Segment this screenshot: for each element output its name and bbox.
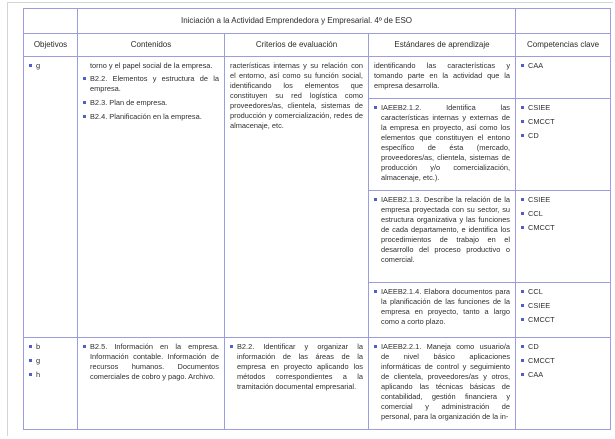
estandar-text: IAEEB2.1.3. Describe la relación de la empresa proyectada con su sector, su estructura organizativa y las funciones de cada departamento, e identifica los procedimientos de trabajo en el desarrollo del proceso productivo o comercial.	[381, 195, 511, 264]
competencias-cell	[516, 191, 611, 283]
column-header-objetivos: Objetivos	[24, 34, 78, 57]
competencia-label: CCL	[528, 209, 543, 218]
criterios-cell	[225, 338, 369, 430]
competencia-label: CMCCT	[528, 356, 555, 365]
objetivo-letter: b	[36, 342, 41, 351]
contenido-item: B2.2. Elementos y estructura de la empresa.	[90, 74, 219, 93]
criterio-continuation: racterísticas internas y su relación con el entorno, así como su función social, identificando los elementos que constituyen su red logística como proveedores/as, clientela, sistemas de producción y comercialización, redes de almacenaje, etc.	[230, 61, 363, 130]
bullet-icon	[521, 106, 524, 109]
bullet-icon	[83, 115, 86, 118]
estandar-text: IAEEB2.1.4. Elabora documentos para la planificación de las funciones de la empresa en proyecto, tanto a largo como a corto plazo.	[381, 287, 511, 326]
bullet-icon	[230, 345, 233, 348]
list-item	[521, 223, 605, 233]
bullet-icon	[521, 318, 524, 321]
list-item	[521, 301, 605, 311]
list-item	[521, 209, 605, 219]
list-item	[521, 117, 605, 127]
list-item	[521, 103, 605, 113]
bullet-icon	[374, 198, 377, 201]
list-item	[83, 342, 219, 382]
objetivo-letter: g	[36, 356, 41, 365]
list-item	[521, 287, 605, 297]
column-header-competencias: Competencias clave	[516, 34, 611, 57]
competencia-label: CSIEE	[528, 301, 551, 310]
competencia-label: CMCCT	[528, 117, 555, 126]
bullet-icon	[374, 290, 377, 293]
list-item	[29, 61, 72, 71]
competencia-label: CCL	[528, 287, 543, 296]
list-item	[374, 287, 510, 327]
competencias-cell	[516, 338, 611, 430]
column-header-row	[24, 34, 611, 57]
competencia-label: CMCCT	[528, 315, 555, 324]
bullet-icon	[521, 212, 524, 215]
bullet-icon	[521, 64, 524, 67]
competencias-cell	[516, 283, 611, 338]
estandar-text: IAEEB2.1.2. Identifica las características internas y externas de la empresa en proyecto, así como los elementos que constituyen el entono específico de ésta (mercado, proveedores/as, clientela, sistemas de producción y/o comercialización, almacenaje, etc.).	[381, 103, 511, 182]
estandares-cell	[369, 99, 516, 191]
body-row-2	[24, 338, 611, 430]
list-item	[521, 61, 605, 71]
bullet-icon	[521, 345, 524, 348]
list-item	[521, 195, 605, 205]
bullet-icon	[374, 345, 377, 348]
competencia-label: CSIEE	[528, 195, 551, 204]
bullet-icon	[374, 106, 377, 109]
table-title: Iniciación a la Actividad Emprendedora y Empresarial. 4º de ESO	[78, 9, 516, 34]
competencias-cell	[516, 99, 611, 191]
contenido-continuation: torno y el papel social de la empresa.	[90, 61, 213, 70]
list-item	[374, 342, 510, 422]
contenido-item: B2.5. Información en la empresa. Información contable. Información de recursos humanos. Documentos comerciales de cobro y pago. Archivo.	[90, 342, 219, 381]
estandar-continuation: identificando las características y tomando parte en la actividad que la empresa desarrolla.	[374, 61, 511, 90]
estandares-cell	[369, 191, 516, 283]
list-item	[374, 103, 510, 183]
bullet-icon	[521, 373, 524, 376]
bullet-icon	[29, 359, 32, 362]
bullet-icon	[29, 64, 32, 67]
bullet-icon	[29, 345, 32, 348]
contenidos-cell	[78, 338, 225, 430]
page-edge-left-line	[7, 2, 8, 436]
list-item	[83, 112, 219, 122]
bullet-icon	[521, 290, 524, 293]
bullet-icon	[521, 226, 524, 229]
list-item	[521, 356, 605, 366]
objetivos-cell	[24, 338, 78, 430]
bullet-icon	[29, 373, 32, 376]
column-header-estandares: Estándares de aprendizaje	[369, 34, 516, 57]
list-item	[521, 315, 605, 325]
objetivo-letter: h	[36, 370, 41, 379]
competencia-label: CAA	[528, 370, 544, 379]
list-item	[83, 74, 219, 94]
criterio-item: B2.2. Identificar y organizar la información de las áreas de la empresa en proyecto aplicando los métodos correspondientes a la tramitación documental empresarial.	[237, 342, 363, 391]
bullet-icon	[521, 134, 524, 137]
bullet-icon	[521, 198, 524, 201]
list-item	[374, 195, 510, 265]
column-header-contenidos: Contenidos	[78, 34, 225, 57]
competencia-label: CSIEE	[528, 103, 551, 112]
list-item	[521, 131, 605, 141]
list-item	[83, 98, 219, 108]
competencia-label: CD	[528, 131, 539, 140]
criterios-cell	[225, 57, 369, 338]
competencia-label: CAA	[528, 61, 544, 70]
competencias-cell	[516, 57, 611, 99]
list-item	[29, 342, 72, 352]
empty-corner-cell-left	[24, 9, 78, 34]
bullet-icon	[521, 120, 524, 123]
column-header-criterios: Criterios de evaluación	[225, 34, 369, 57]
bullet-icon	[521, 304, 524, 307]
bullet-icon	[521, 359, 524, 362]
contenidos-cell	[78, 57, 225, 338]
estandar-text: IAEEB2.2.1. Maneja como usuario/a de nivel básico aplicaciones informáticas de control y seguimiento de clientela, proveedores/as y otros, aplicando las técnicas básicas de contabilidad, gestión financiera y comercial y administración de personal, para la organización de la in-	[381, 342, 511, 421]
body-row-1-sub-1	[24, 57, 611, 99]
objetivos-cell	[24, 57, 78, 338]
bullet-icon	[83, 345, 86, 348]
estandares-cell	[369, 338, 516, 430]
list-item	[230, 342, 363, 392]
bullet-icon	[83, 101, 86, 104]
list-item	[521, 370, 605, 380]
contenido-item: B2.4. Planificación en la empresa.	[90, 112, 202, 121]
estandares-cell	[369, 283, 516, 338]
list-item	[521, 342, 605, 352]
empty-corner-cell-right	[516, 9, 611, 34]
competencia-label: CD	[528, 342, 539, 351]
list-item	[29, 356, 72, 366]
estandares-cell	[369, 57, 516, 99]
title-row	[24, 9, 611, 34]
contenido-item: B2.3. Plan de empresa.	[90, 98, 168, 107]
objetivo-letter: g	[36, 61, 41, 70]
page-edge-top-line	[7, 2, 613, 3]
competencia-label: CMCCT	[528, 223, 555, 232]
bullet-icon	[83, 77, 86, 80]
list-item	[29, 370, 72, 380]
curriculum-table	[23, 8, 611, 430]
